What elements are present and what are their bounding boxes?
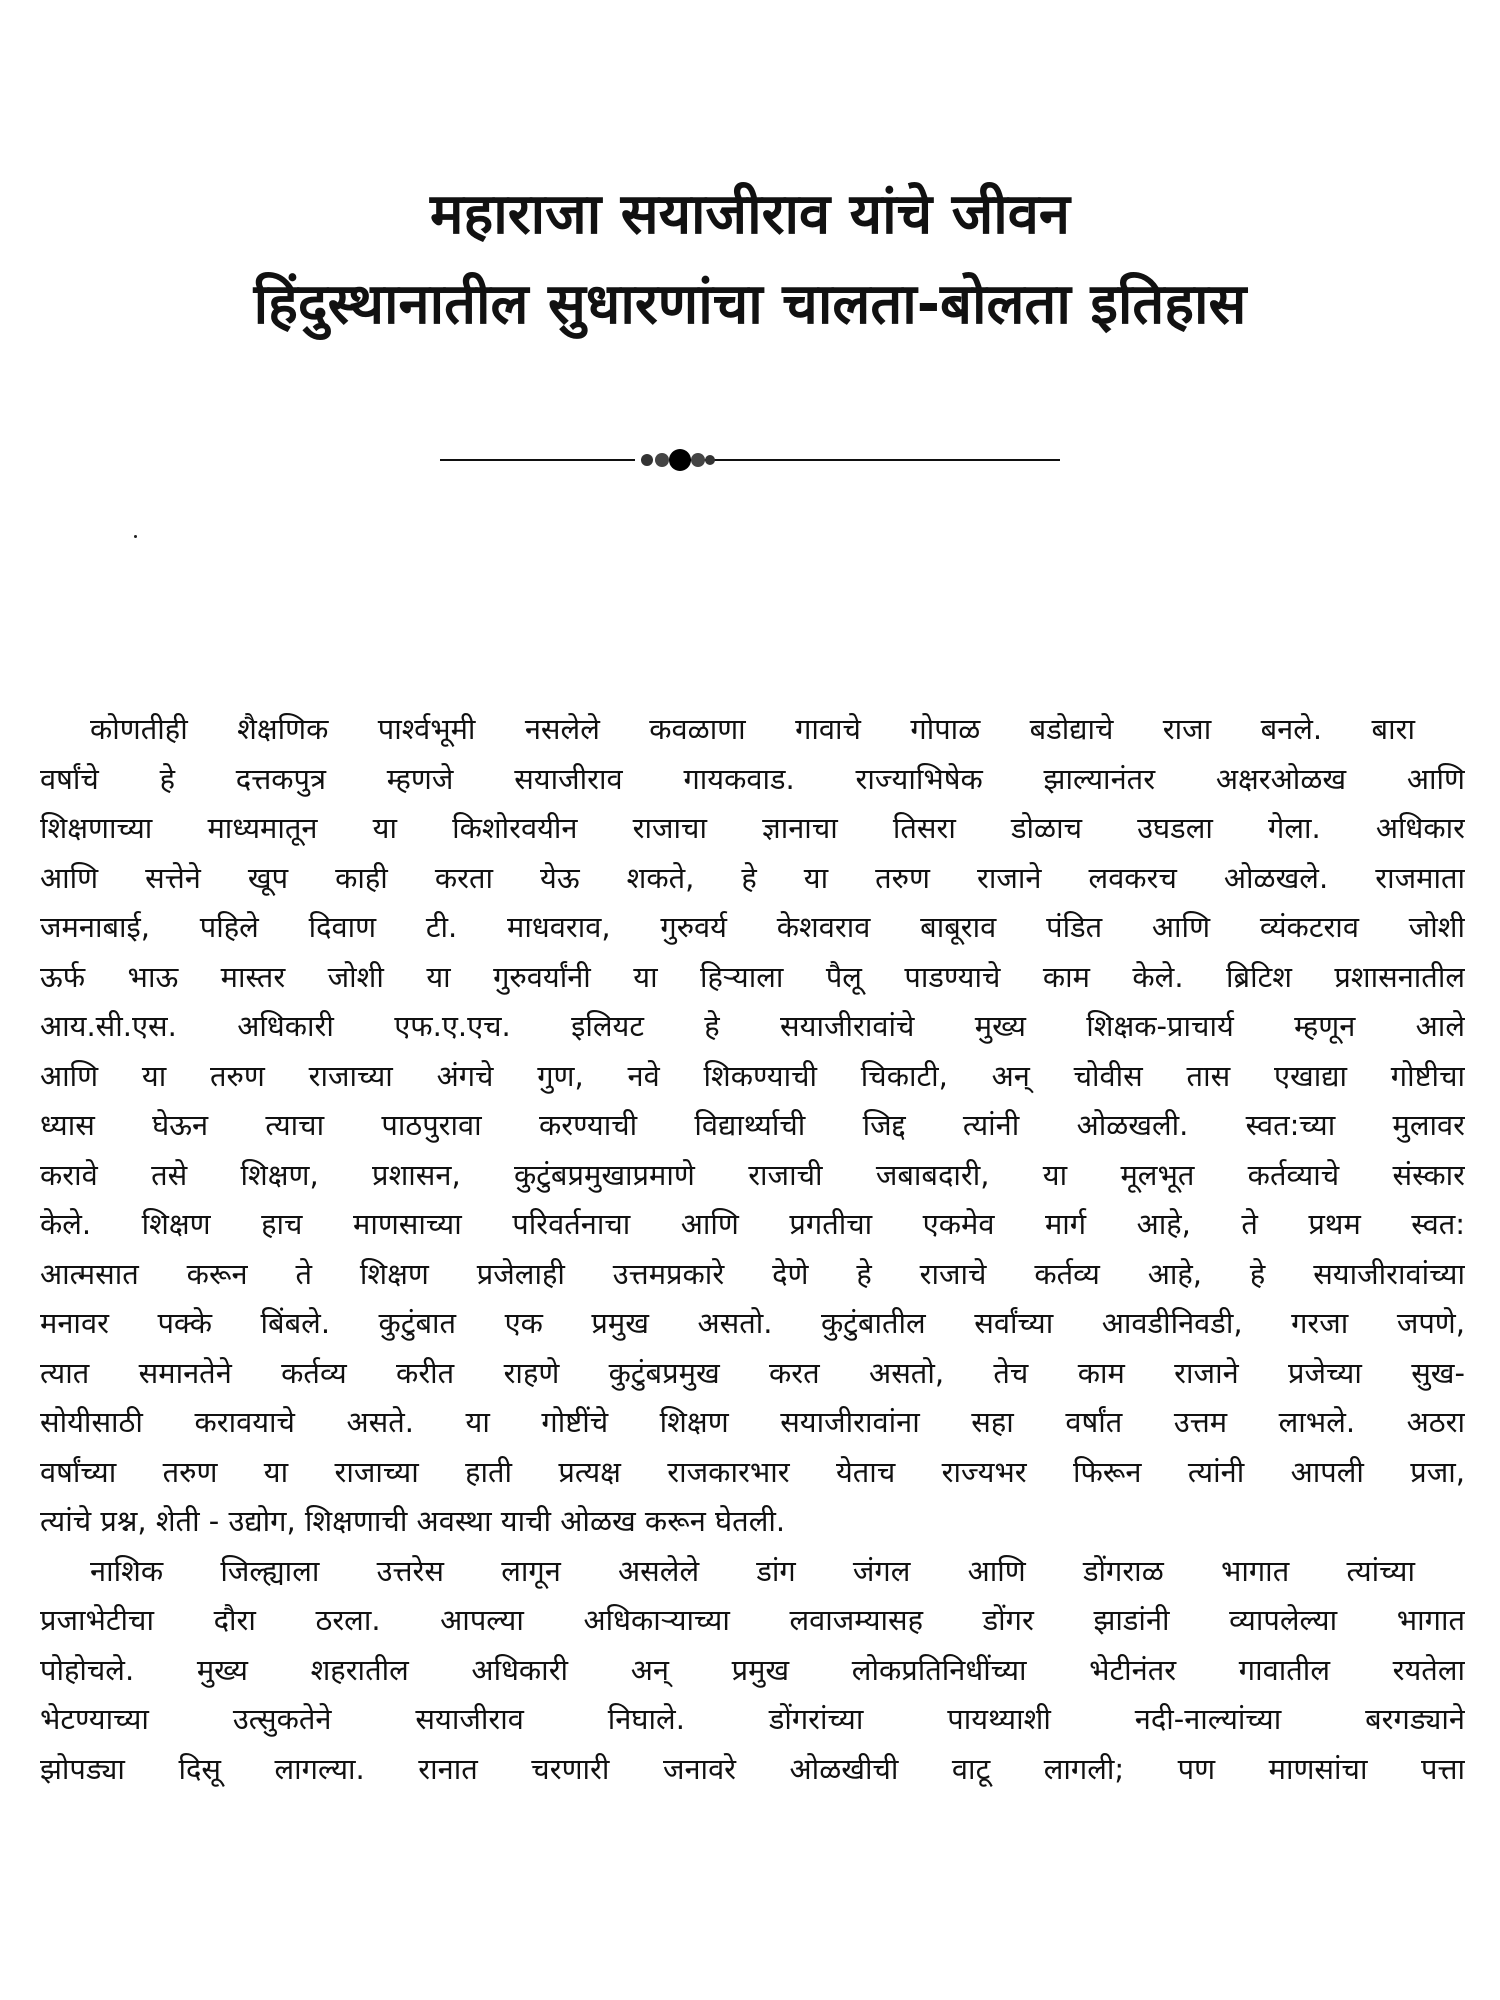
- paragraph-line: मनावर पक्के बिंबले. कुटुंबात एक प्रमुख असतो. कुटुंबातील सर्वांच्या आवडीनिवडी, गरजा जपणे,: [40, 1306, 1465, 1340]
- page-title-line-2: हिंदुस्थानातील सुधारणांचा चालता-बोलता इतिहास: [253, 272, 1247, 337]
- ornament-left-dot-2: [655, 453, 669, 467]
- paragraph-line: सोयीसाठी करावयाचे असते. या गोष्टींचे शिक्षण सयाजीरावांना सहा वर्षांत उत्तम लाभले. अठरा: [40, 1405, 1465, 1439]
- paragraph-line: भेटण्याच्या उत्सुकतेने सयाजीराव निघाले. डोंगरांच्या पायथ्याशी नदी-नाल्यांच्या बरगड्याने: [40, 1702, 1465, 1736]
- page-title-line-1: महाराजा सयाजीराव यांचे जीवन: [430, 182, 1070, 247]
- paragraph-line: आणि या तरुण राजाच्या अंगचे गुण, नवे शिकण्याची चिकाटी, अन् चोवीस तास एखाद्या गोष्टीचा: [40, 1058, 1465, 1093]
- paragraph-line: वर्षांच्या तरुण या राजाच्या हाती प्रत्यक्ष राजकारभार येताच राज्यभर फिरून त्यांनी आपली प्रजा,: [40, 1454, 1465, 1489]
- ornament-right-dot-2: [705, 455, 715, 465]
- body-text: [40, 705, 1465, 1794]
- paragraph-line: नाशिक जिल्ह्याला उत्तरेस लागून असलेले डांग जंगल आणि डोंगराळ भागात त्यांच्या: [90, 1553, 1415, 1588]
- paragraph-line: त्यांचे प्रश्न, शेती - उद्योग, शिक्षणाची अवस्था याची ओळख करून घेतली.: [40, 1504, 786, 1538]
- paragraph-line: आत्मसात करून ते शिक्षण प्रजेलाही उत्तमप्रकारे देणे हे राजाचे कर्तव्य आहे, हे सयाजीरावांच्या: [40, 1256, 1465, 1291]
- paragraph-line: वर्षांचे हे दत्तकपुत्र म्हणजे सयाजीराव गायकवाड. राज्याभिषेक झाल्यानंतर अक्षरओळख आणि: [40, 761, 1465, 796]
- ornament-right-dot: [691, 453, 705, 467]
- paragraph-2: [40, 1547, 1465, 1795]
- paragraph-line: करावे तसे शिक्षण, प्रशासन, कुटुंबप्रमुखाप्रमाणे राजाची जबाबदारी, या मूलभूत कर्तव्याचे संस्कार: [40, 1157, 1465, 1192]
- paragraph-1: [40, 705, 1465, 1547]
- paragraph-line: पोहोचले. मुख्य शहरातील अधिकारी अन् प्रमुख लोकप्रतिनिधींच्या भेटीनंतर गावातील रयतेला: [40, 1652, 1465, 1687]
- paragraph-line: ध्यास घेऊन त्याचा पाठपुरावा करण्याची विद्यार्थ्याची जिद्द त्यांनी ओळखली. स्वत:च्या मुलावर: [40, 1108, 1465, 1142]
- title-block: [0, 170, 1500, 350]
- paragraph-line: ऊर्फ भाऊ मास्तर जोशी या गुरुवर्यांनी या हिऱ्याला पैलू पाडण्याचे काम केले. ब्रिटिश प्रशासनातील: [40, 959, 1465, 994]
- paragraph-line: झोपड्या दिसू लागल्या. रानात चरणारी जनावरे ओळखीची वाटू लागली; पण माणसांचा पत्ता: [40, 1751, 1465, 1786]
- paragraph-line: आय.सी.एस. अधिकारी एफ.ए.एच. इलियट हे सयाजीरावांचे मुख्य शिक्षक-प्राचार्य म्हणून आले: [40, 1009, 1465, 1043]
- paragraph-line: शिक्षणाच्या माध्यमातून या किशोरवयीन राजाचा ज्ञानाचा तिसरा डोळाच उघडला गेला. अधिकार: [40, 811, 1465, 845]
- paragraph-line: कोणतीही शैक्षणिक पार्श्वभूमी नसलेले कवळाणा गावाचे गोपाळ बडोद्याचे राजा बनले. बारा: [90, 712, 1415, 746]
- ornament-center-dot: [669, 449, 691, 471]
- paragraph-line: केले. शिक्षण हाच माणसाच्या परिवर्तनाचा आणि प्रगतीचा एकमेव मार्ग आहे, ते प्रथम स्वत:: [40, 1207, 1465, 1241]
- ornament-divider: [440, 445, 1060, 475]
- paragraph-line: त्यात समानतेने कर्तव्य करीत राहणे कुटुंबप्रमुख करत असतो, तेच काम राजाने प्रजेच्या सुख-: [40, 1355, 1465, 1390]
- paragraph-line: आणि सत्तेने खूप काही करता येऊ शकते, हे या तरुण राजाने लवकरच ओळखले. राजमाता: [40, 860, 1465, 895]
- paragraph-line: जमनाबाई, पहिले दिवाण टी. माधवराव, गुरुवर्य केशवराव बाबूराव पंडित आणि व्यंकटराव जोशी: [40, 910, 1465, 944]
- print-speck: [134, 535, 137, 538]
- paragraph-line: प्रजाभेटीचा दौरा ठरला. आपल्या अधिकाऱ्याच्या लवाजम्यासह डोंगर झाडांनी व्यापलेल्या भागात: [40, 1603, 1465, 1637]
- ornament-left-dot: [641, 454, 653, 466]
